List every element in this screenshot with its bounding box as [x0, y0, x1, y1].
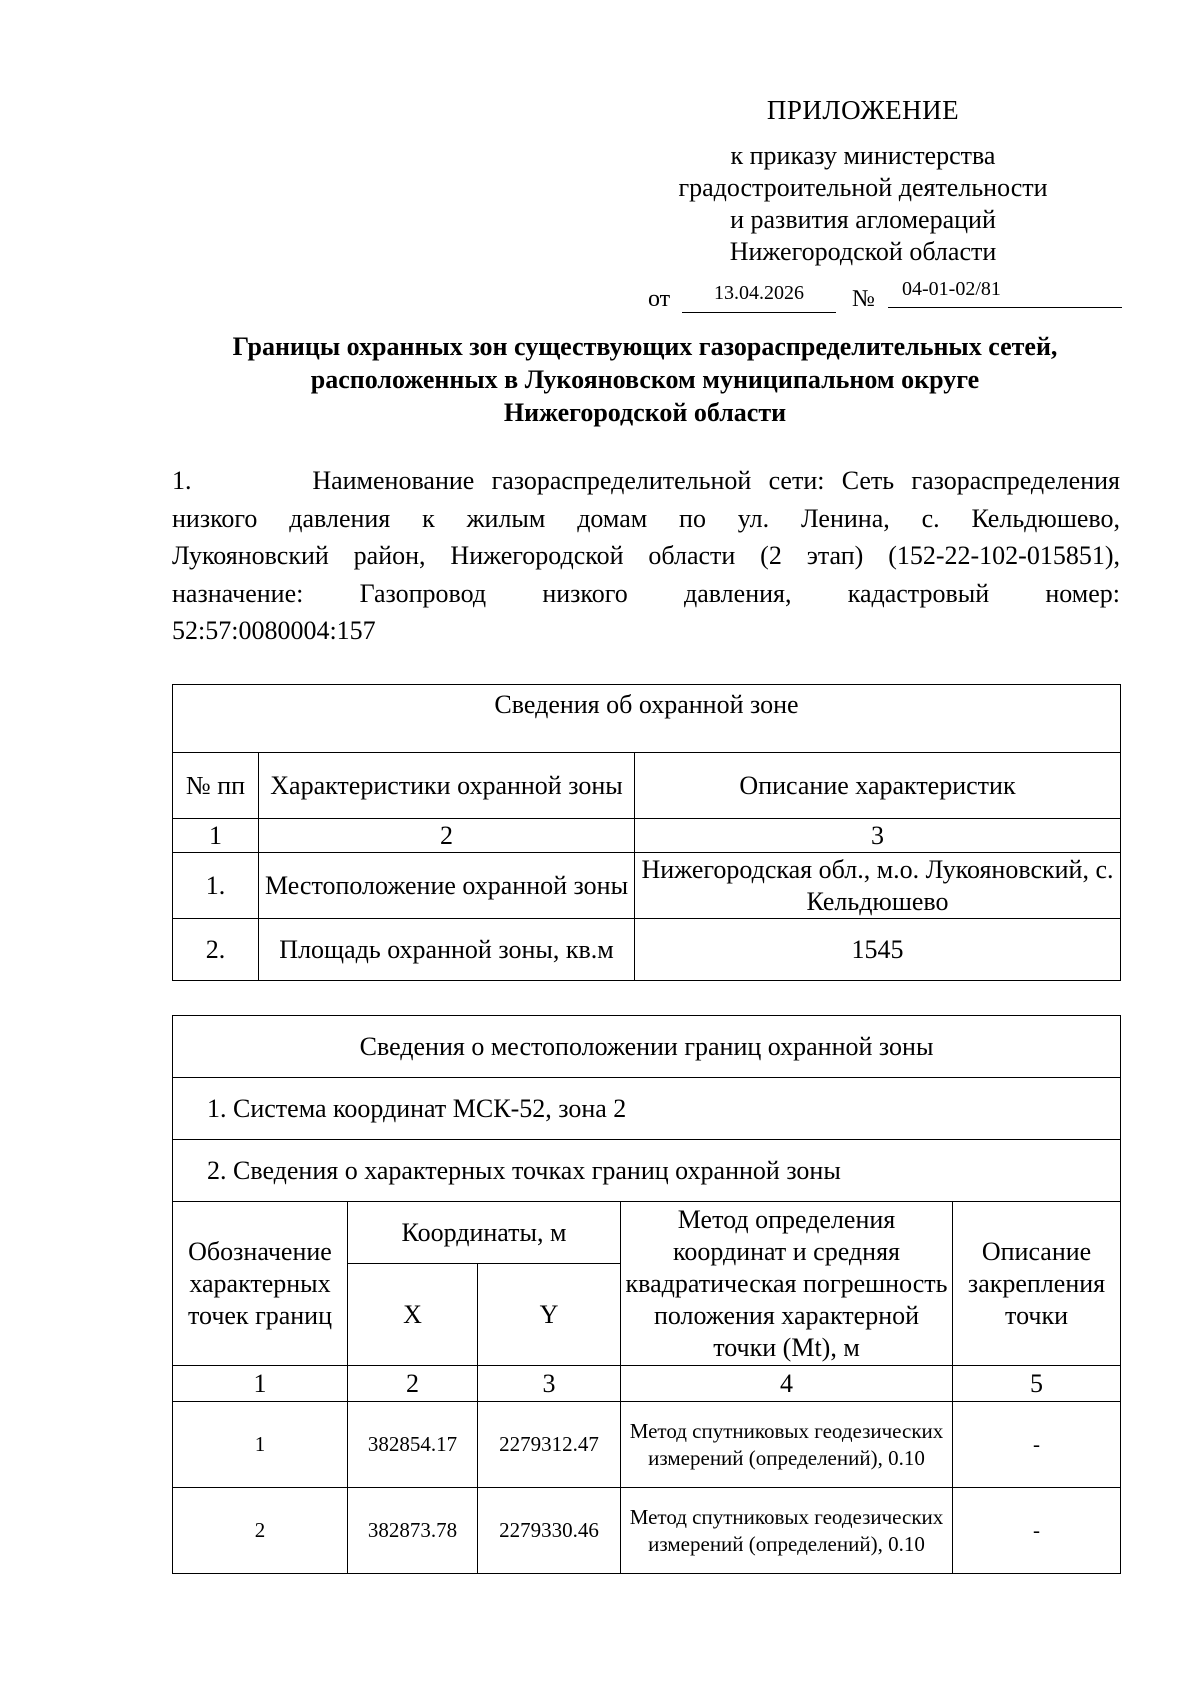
header-cell: Характеристики охранной зоны [259, 753, 635, 819]
appendix-line: к приказу министерства [730, 141, 996, 170]
table-cell: 2279312.47 [478, 1402, 621, 1488]
table-cell: Метод спутниковых геодезических измерений (определений), 0.10 [621, 1402, 953, 1488]
column-number-cell: 4 [621, 1366, 953, 1402]
table-cell: 2 [173, 1488, 348, 1574]
points-section-row: 2. Сведения о характерных точках границ охранной зоны [173, 1140, 1121, 1202]
column-number-cell: 5 [953, 1366, 1121, 1402]
header-cell: X [348, 1264, 478, 1366]
header-cell: № пп [173, 753, 259, 819]
table-cell: 1545 [635, 919, 1121, 981]
order-number: 04-01-02/81 [888, 278, 1122, 308]
date-label: от [648, 286, 671, 312]
title-line: Границы охранных зон существующих газораспределительных сетей, [232, 332, 1058, 361]
table-cell: 1 [173, 1402, 348, 1488]
paragraph-line: 1. Наименование газораспределительной сети: Сеть газораспределения [172, 466, 1120, 495]
column-number-cell: 2 [348, 1366, 478, 1402]
table-row [173, 1402, 1121, 1488]
table-cell: - [953, 1488, 1121, 1574]
column-number-cell: 3 [635, 819, 1121, 853]
table-cell: 2279330.46 [478, 1488, 621, 1574]
table-row [173, 853, 1121, 919]
protection-zone-info-table [172, 684, 1121, 981]
title-line: расположенных в Лукояновском муниципальном округе [310, 365, 980, 394]
appendix-heading: ПРИЛОЖЕНИЕ [766, 95, 960, 125]
table-cell: Нижегородская обл., м.о. Лукояновский, с. Кельдюшево [635, 853, 1121, 919]
header-cell: Y [478, 1264, 621, 1366]
table-cell: Площадь охранной зоны, кв.м [259, 919, 635, 981]
network-description [172, 462, 1120, 650]
table-cell: 2. [173, 919, 259, 981]
column-number-cell: 1 [173, 1366, 348, 1402]
appendix-line: Нижегородской области [729, 237, 997, 266]
appendix-line: градостроительной деятельности [678, 173, 1048, 202]
column-number-cell: 1 [173, 819, 259, 853]
title-line: Нижегородской области [503, 398, 787, 427]
coordinate-system-row: 1. Система координат МСК-52, зона 2 [173, 1078, 1121, 1140]
table-cell: Метод спутниковых геодезических измерений (определений), 0.10 [621, 1488, 953, 1574]
order-date: 13.04.2026 [682, 278, 836, 313]
column-number-cell: 2 [259, 819, 635, 853]
document-title [170, 330, 1120, 429]
table-row [173, 919, 1121, 981]
table-cell: 382873.78 [348, 1488, 478, 1574]
paragraph-line: назначение: Газопровод низкого давления, кадастровый номер: [172, 578, 1120, 608]
header-cell: Описание закрепления точки [953, 1202, 1121, 1366]
header-cell: Описание характеристик [635, 753, 1121, 819]
header-cell: Обозначение характерных точек границ [173, 1202, 348, 1366]
paragraph-line: 52:57:0080004:157 [172, 616, 376, 645]
appendix-line: и развития агломераций [730, 205, 996, 234]
table-row [173, 1488, 1121, 1574]
table-caption: Сведения о местоположении границ охранной зоны [173, 1016, 1121, 1078]
boundary-points-table [172, 1015, 1121, 1574]
table-cell: - [953, 1402, 1121, 1488]
table-cell: 382854.17 [348, 1402, 478, 1488]
paragraph-line: низкого давления к жилым домам по ул. Ленина, с. Кельдюшево, [172, 503, 1120, 533]
appendix-block [638, 90, 1088, 268]
header-cell: Координаты, м [348, 1202, 621, 1264]
table-cell: 1. [173, 853, 259, 919]
column-number-cell: 3 [478, 1366, 621, 1402]
table-caption: Сведения об охранной зоне [173, 685, 1121, 753]
order-date-number [648, 278, 1128, 314]
number-label: № [852, 286, 875, 312]
table-cell: Местоположение охранной зоны [259, 853, 635, 919]
paragraph-line: Лукояновский район, Нижегородской области (2 этап) (152-22-102-015851), [172, 541, 1120, 570]
header-cell: Метод определения координат и средняя квадратическая погрешность положения характерной точки (Mt), м [621, 1202, 953, 1366]
